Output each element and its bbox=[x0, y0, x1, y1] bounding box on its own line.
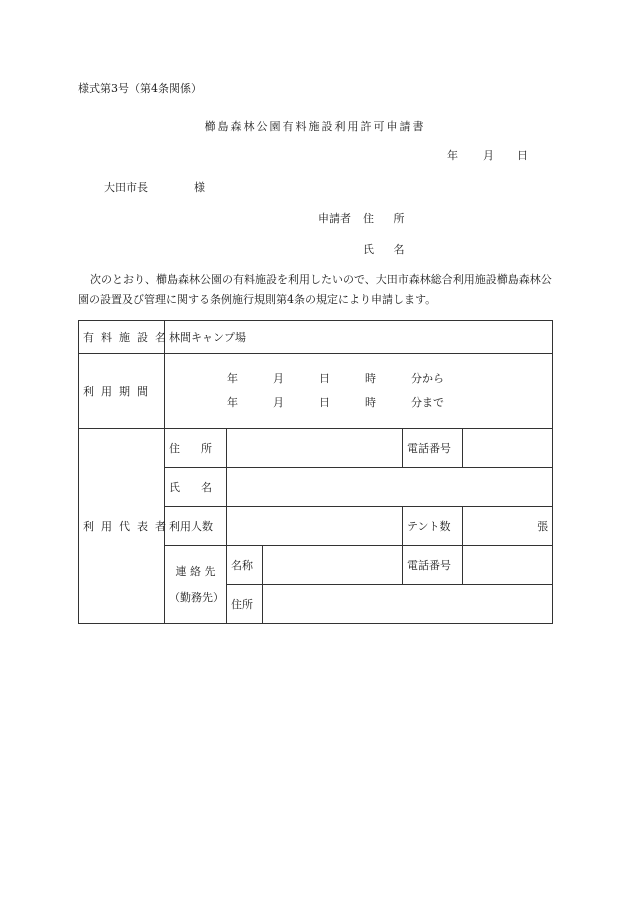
body-text: 次のとおり、櫛島森林公園の有料施設を利用したいので、大田市森林総合利用施設櫛島森林公園の設置及び管理に関する条例施行規則第4条の規定により申請します。 bbox=[78, 273, 552, 306]
date-line bbox=[447, 147, 528, 163]
row-rep-address bbox=[79, 429, 553, 468]
period-from-suffix: 分から bbox=[411, 372, 444, 385]
period-to-year: 年 bbox=[227, 396, 238, 409]
contact-address-label: 住所 bbox=[227, 585, 263, 624]
contact-label: 連 絡 先 bbox=[175, 564, 216, 578]
period-from-day: 日 bbox=[319, 372, 330, 385]
rep-address-label: 住 所 bbox=[165, 429, 227, 468]
period-from-month: 月 bbox=[273, 372, 284, 385]
rep-address-field[interactable] bbox=[227, 429, 403, 468]
addressee-honorific: 様 bbox=[194, 181, 205, 194]
row-period bbox=[79, 354, 553, 429]
application-table bbox=[78, 320, 553, 624]
period-to-line bbox=[169, 391, 548, 415]
period-to-day: 日 bbox=[319, 396, 330, 409]
date-year: 年 bbox=[447, 149, 458, 162]
contact-label-cell bbox=[165, 546, 227, 624]
contact-sub-label: （勤務先） bbox=[169, 590, 224, 604]
period-from-year: 年 bbox=[227, 372, 238, 385]
applicant-address-line bbox=[318, 210, 413, 226]
period-to-hour: 時 bbox=[365, 396, 376, 409]
period-field[interactable] bbox=[165, 354, 553, 429]
applicant-label: 申請者 bbox=[318, 212, 351, 225]
form-number: 様式第3号（第4条関係） bbox=[78, 82, 202, 95]
addressee bbox=[104, 179, 205, 195]
document-title: 櫛島森林公園有料施設利用許可申請書 bbox=[204, 120, 426, 133]
contact-phone-field[interactable] bbox=[463, 546, 553, 585]
rep-phone-label: 電話番号 bbox=[403, 429, 463, 468]
applicant-address-label: 住 所 bbox=[363, 212, 413, 225]
date-day: 日 bbox=[517, 149, 528, 162]
facility-label: 有料施設名 bbox=[79, 321, 165, 354]
contact-name-label: 名称 bbox=[227, 546, 263, 585]
period-from-hour: 時 bbox=[365, 372, 376, 385]
count-field[interactable] bbox=[227, 507, 403, 546]
rep-phone-field[interactable] bbox=[463, 429, 553, 468]
contact-phone-label: 電話番号 bbox=[403, 546, 463, 585]
tent-field[interactable] bbox=[463, 507, 553, 546]
facility-value: 林間キャンプ場 bbox=[165, 321, 553, 354]
rep-name-label: 氏 名 bbox=[165, 468, 227, 507]
count-label: 利用人数 bbox=[165, 507, 227, 546]
contact-address-field[interactable] bbox=[263, 585, 553, 624]
date-month: 月 bbox=[483, 149, 494, 162]
tent-unit: 張 bbox=[537, 520, 549, 533]
tent-label: テント数 bbox=[403, 507, 463, 546]
period-label: 利用期間 bbox=[79, 354, 165, 429]
rep-name-field[interactable] bbox=[227, 468, 553, 507]
period-to-month: 月 bbox=[273, 396, 284, 409]
representative-label: 利用代表者 bbox=[79, 429, 165, 624]
row-facility bbox=[79, 321, 553, 354]
contact-name-field[interactable] bbox=[263, 546, 403, 585]
period-to-suffix: 分まで bbox=[411, 396, 444, 409]
addressee-name: 大田市長 bbox=[104, 181, 148, 194]
applicant-name-label: 氏 名 bbox=[363, 243, 413, 256]
period-from-line bbox=[169, 367, 548, 391]
